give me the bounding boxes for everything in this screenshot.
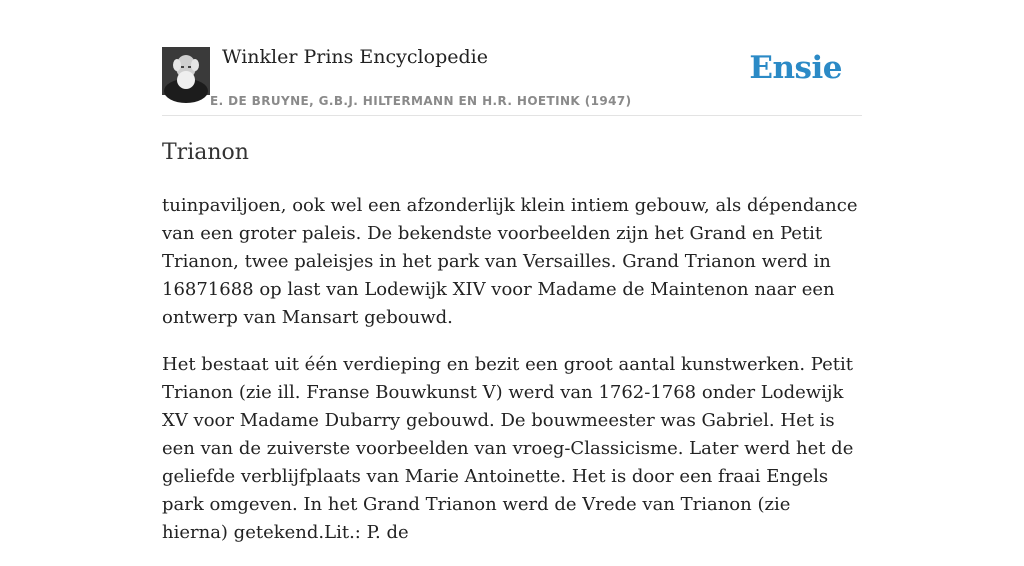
- portrait-graphic: [162, 47, 210, 95]
- article-paragraph: tuinpaviljoen, ook wel een afzonderlijk klein intiem gebouw, als dépendance van een groter paleis. De bekendste voorbeelden zijn het Grand en Petit Trianon, twee paleisjes in het park van Versailles. Grand Trianon werd in 16871688 op last van Lodewijk XIV voor Madame de Maintenon naar een ontwerp van Mansart gebouwd.: [162, 195, 858, 328]
- ensie-logo[interactable]: Ensie: [749, 50, 842, 86]
- publication-authors: E. DE BRUYNE, G.B.J. HILTERMANN EN H.R. HOETINK (1947): [210, 94, 632, 108]
- publication-title[interactable]: Winkler Prins Encyclopedie: [222, 46, 488, 68]
- article-title: Trianon: [162, 140, 249, 165]
- page: [162, 0, 862, 543]
- article-paragraph: Het bestaat uit één verdieping en bezit een groot aantal kunstwerken. Petit Trianon (zie ill. Franse Bouwkunst V) werd van 1762-1768 onder Lodewijk XV voor Madame Dubarry gebouwd. De bouwmeester was Gabriel. Het is een van de zuiverste voorbeelden van vroeg-Classicisme. Later werd het de geliefde verblijfplaats van Marie Antoinette. Het is door een fraai Engels park omgeven. In het Grand Trianon werd de Vrede van Trianon (zie hierna) getekend.Lit.: P. de: [162, 354, 854, 543]
- site-header: [162, 0, 862, 116]
- article-body: [162, 192, 862, 566]
- author-portrait-icon[interactable]: [162, 47, 210, 95]
